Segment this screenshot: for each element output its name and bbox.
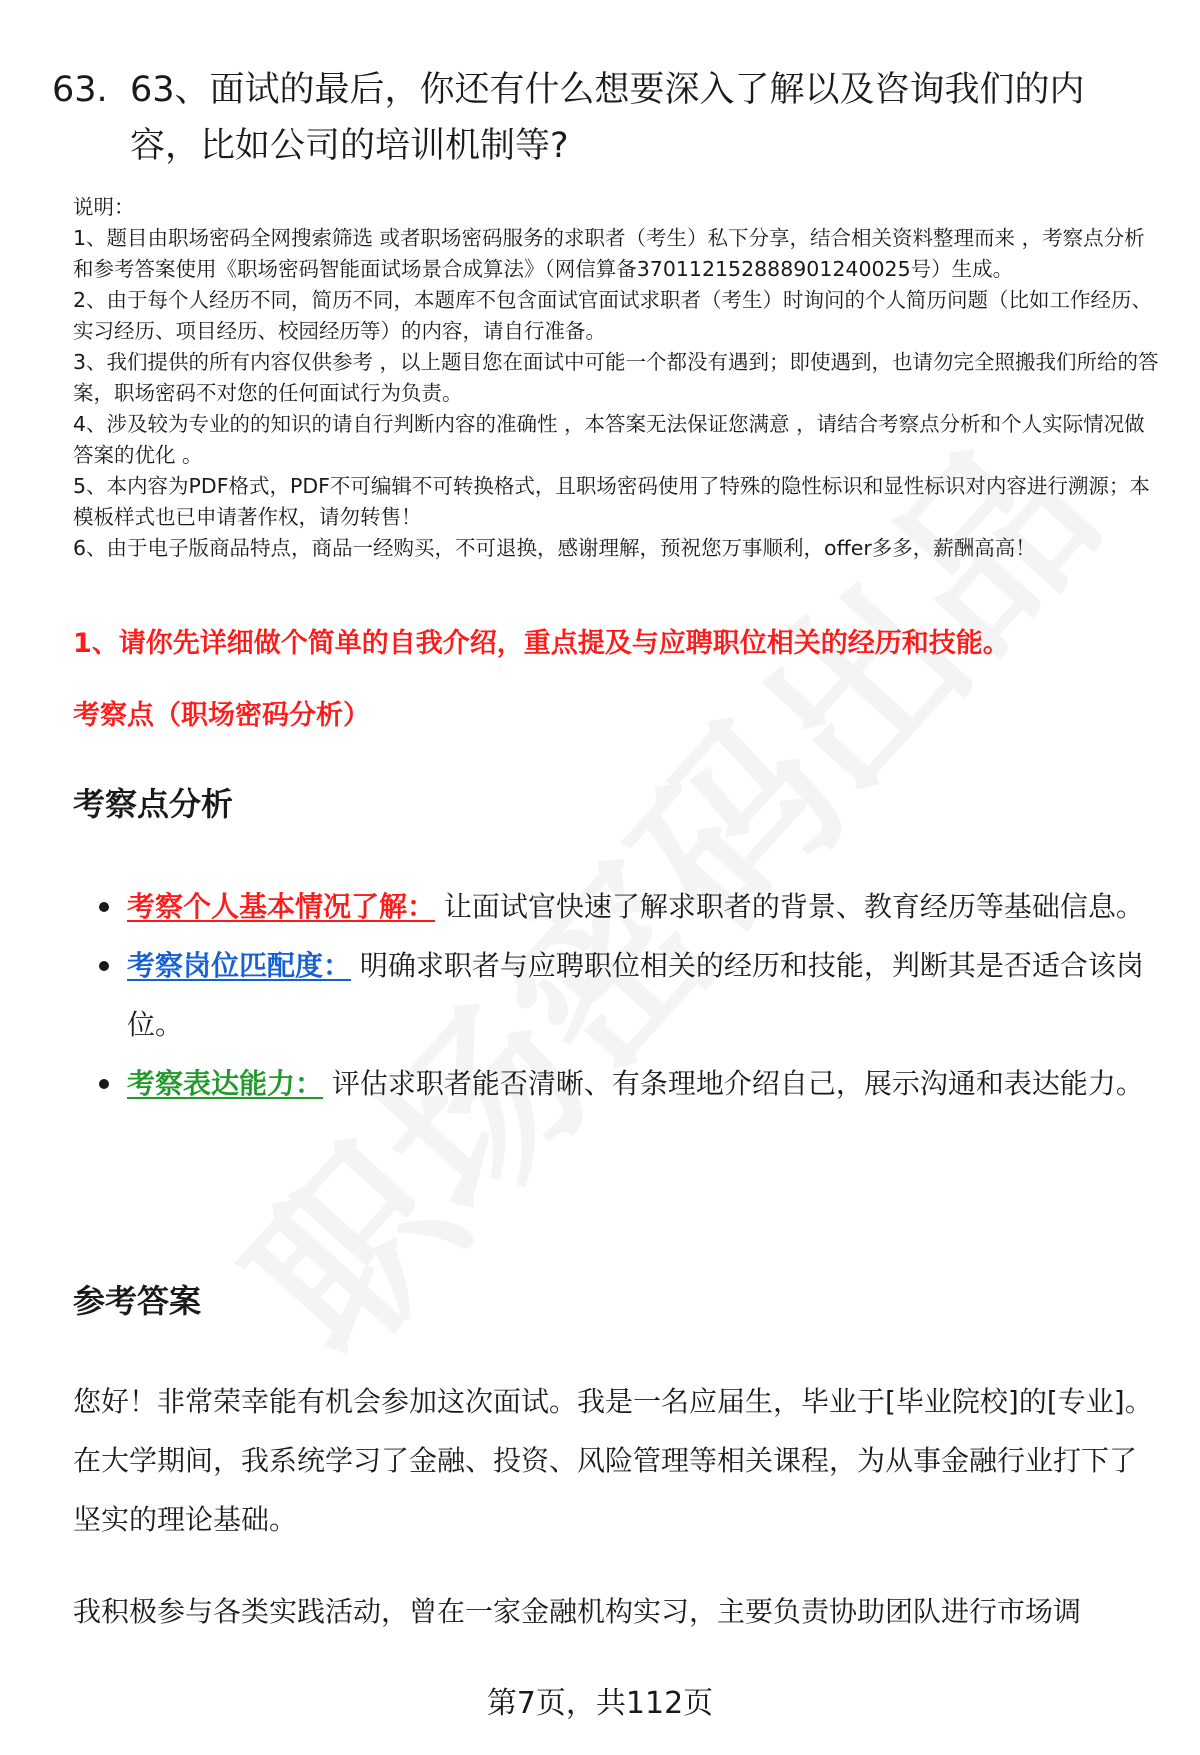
notes-item: 6、由于电子版商品特点，商品一经购买，不可退换，感谢理解，预祝您万事顺利，offer多多，薪酬高高！ [73,536,1036,560]
analysis-text: 让面试官快速了解求职者的背景、教育经历等基础信息。 [443,890,1144,923]
notes-item: 2、由于每个人经历不同，简历不同，本题库不包含面试官面试求职者（考生）时询问的个人简历问题（比如工作经历、实习经历、项目经历、校园经历等）的内容，请自行准备。 [73,288,1153,343]
analysis-text: 明确求职者与应聘职位相关的经历和技能，判断其是否适合该岗位。 [127,949,1144,1041]
question-text: 63、面试的最后，你还有什么想要深入了解以及咨询我们的内容，比如公司的培训机制等? [130,70,1085,166]
sub-question: 1、请你先详细做个简单的自我介绍，重点提及与应聘职位相关的经历和技能。 [73,628,1010,659]
notes-item: 1、题目由职场密码全网搜索筛选 或者职场密码服务的求职者（考生）私下分享，结合相关资料整理而来 ，考察点分析和参考答案使用《职场密码智能面试场景合成算法》（网信算备370112152888901240025号）生成。 [73,226,1145,281]
list-item [73,936,1163,1054]
analysis-list [73,877,1163,1113]
list-item [73,877,1163,936]
bullet-icon [99,1079,109,1089]
question-title [52,62,1142,174]
bullet-icon [99,902,109,912]
list-item [73,1054,1163,1113]
notes-item: 5、本内容为PDF格式，PDF不可编辑不可转换格式，且职场密码使用了特殊的隐性标识和显性标识对内容进行溯源；本模板样式也已申请著作权，请勿转售！ [73,474,1150,529]
analysis-label: 考察表达能力： [127,1067,324,1100]
analysis-text: 评估求职者能否清晰、有条理地介绍自己，展示沟通和表达能力。 [331,1067,1144,1100]
kaocha-label: 考察点（职场密码分析） [73,700,370,731]
analysis-label: 考察个人基本情况了解： [127,890,436,923]
page-footer: 第7页，共112页 [486,1686,714,1721]
notes-item: 4、涉及较为专业的的知识的请自行判断内容的准确性 ，本答案无法保证您满意 ，请结合考察点分析和个人实际情况做答案的优化 。 [73,412,1145,467]
answer-heading: 参考答案 [73,1282,202,1320]
notes-item: 3、我们提供的所有内容仅供参考 ，以上题目您在面试中可能一个都没有遇到；即使遇到，也请勿完全照搬我们所给的答案，职场密码不对您的任何面试行为负责。 [73,350,1159,405]
answer-paragraph: 您好！非常荣幸能有机会参加这次面试。我是一名应届生，毕业于[毕业院校]的[专业]。在大学期间，我系统学习了金融、投资、风险管理等相关课程，为从事金融行业打下了坚实的理论基础。 [73,1385,1153,1536]
bullet-icon [99,961,109,971]
notes-heading: 说明： [73,195,135,219]
answer-paragraph: 我积极参与各类实践活动，曾在一家金融机构实习，主要负责协助团队进行市场调 [73,1595,1082,1628]
analysis-label: 考察岗位匹配度： [127,949,352,982]
question-number: 63. [52,70,108,110]
notes-block [73,192,1163,564]
analysis-heading: 考察点分析 [73,785,234,823]
